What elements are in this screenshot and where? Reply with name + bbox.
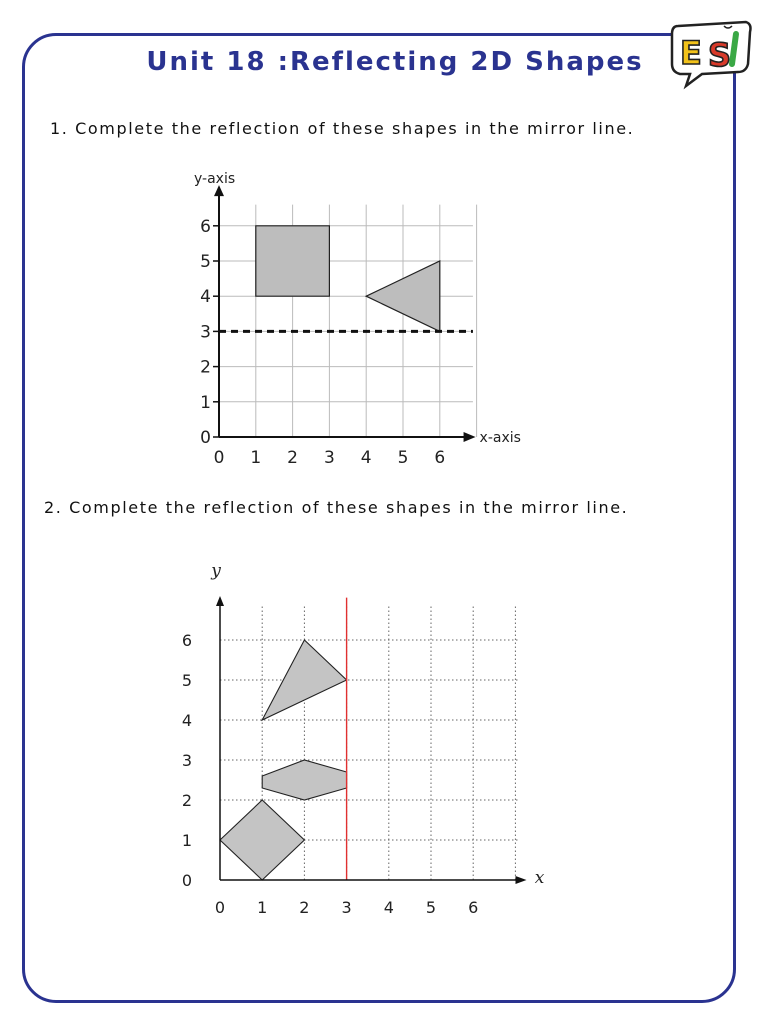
x-axis-label: x-axis bbox=[479, 430, 521, 446]
y-tick-label: 4 bbox=[181, 711, 193, 730]
x-tick-label: 3 bbox=[341, 898, 352, 917]
y-tick-label: 0 bbox=[200, 428, 211, 448]
y-axis-arrow bbox=[216, 596, 224, 606]
x-tick-label: 4 bbox=[360, 448, 372, 468]
shape-hexagon bbox=[262, 760, 346, 800]
y-tick-label: 2 bbox=[200, 357, 211, 378]
question-1: 1. Complete the reflection of these shapes in the mirror line. bbox=[50, 119, 635, 138]
y-axis-label: y-axis bbox=[194, 171, 236, 187]
svg-text:E: E bbox=[680, 34, 702, 72]
y-tick-label: 6 bbox=[200, 216, 211, 237]
x-tick-label: 2 bbox=[299, 898, 310, 917]
question-2: 2. Complete the reflection of these shapes in the mirror line. bbox=[44, 498, 629, 517]
y-tick-label: 4 bbox=[200, 287, 211, 308]
x-axis-arrow bbox=[516, 876, 527, 884]
y-tick-label: 6 bbox=[181, 631, 193, 650]
y-axis-label: y bbox=[211, 561, 221, 581]
x-tick-label: 6 bbox=[434, 448, 446, 468]
x-tick-label: 3 bbox=[323, 448, 335, 468]
y-tick-label: 2 bbox=[181, 791, 193, 810]
y-tick-label: 1 bbox=[181, 831, 193, 850]
y-tick-label: 3 bbox=[200, 322, 211, 343]
y-tick-label: 3 bbox=[181, 751, 193, 770]
x-tick-label: 5 bbox=[425, 898, 437, 917]
x-tick-label: 6 bbox=[468, 898, 479, 917]
x-tick-label: 4 bbox=[383, 898, 394, 917]
x-tick-label: 2 bbox=[287, 448, 299, 468]
x-tick-label: 0 bbox=[213, 448, 225, 468]
x-tick-label: 1 bbox=[250, 448, 262, 468]
x-axis-label: x bbox=[534, 868, 545, 888]
y-tick-label: 5 bbox=[200, 252, 211, 272]
y-tick-label: 5 bbox=[181, 671, 193, 690]
shape-diamond bbox=[220, 800, 304, 880]
x-tick-label: 1 bbox=[257, 898, 268, 917]
svg-text:S: S bbox=[708, 36, 732, 74]
y-tick-label: 1 bbox=[200, 392, 211, 413]
y-tick-label: 0 bbox=[181, 871, 193, 890]
page-title: Unit 18 :Reflecting 2D Shapes bbox=[146, 47, 644, 77]
x-tick-label: 5 bbox=[397, 448, 409, 468]
x-tick-label: 0 bbox=[214, 898, 226, 917]
